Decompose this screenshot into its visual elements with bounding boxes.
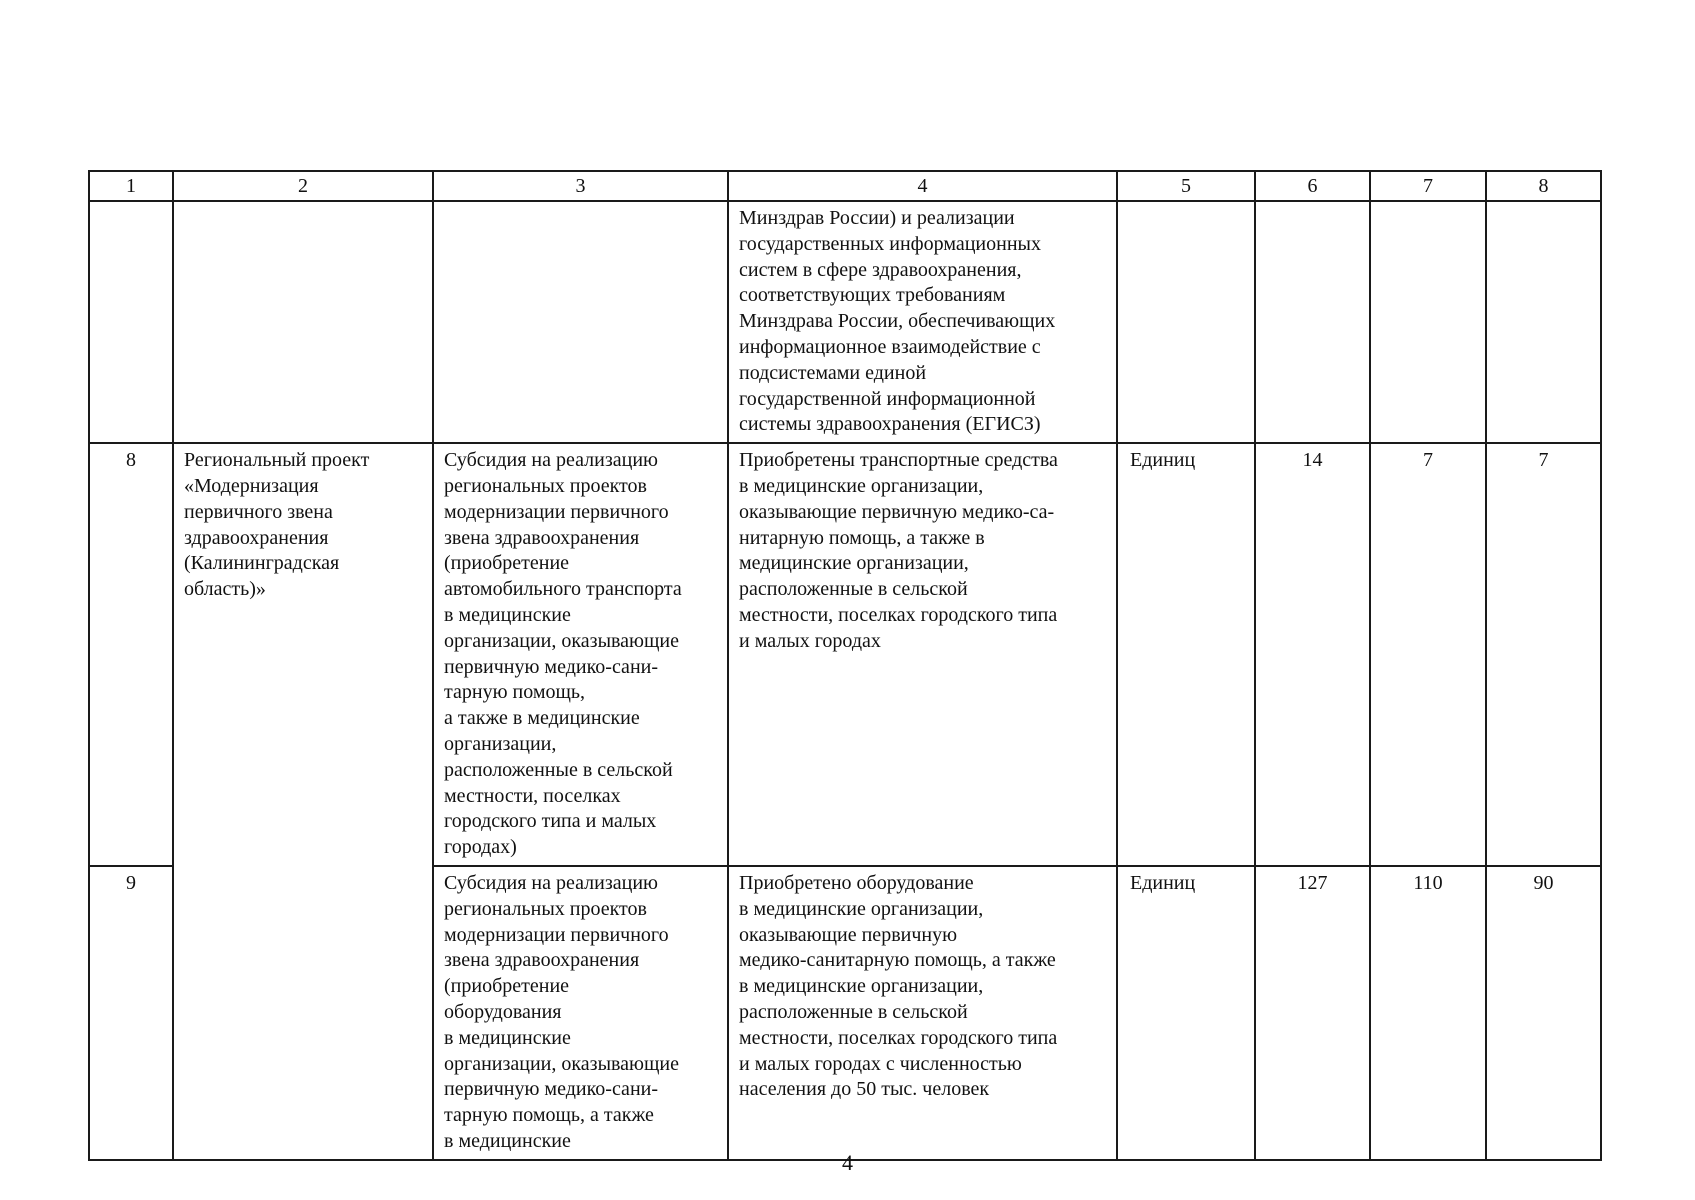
empty-cell (173, 201, 433, 443)
value-cell-col7: 110 (1370, 866, 1486, 1160)
header-cell-6: 6 (1255, 171, 1370, 201)
data-table (88, 170, 1602, 1161)
header-cell-5: 5 (1117, 171, 1255, 201)
unit-cell: Единиц (1117, 443, 1255, 866)
unit-cell: Единиц (1117, 866, 1255, 1160)
measure-cell: Субсидия на реализацию региональных проектов модернизации первичного звена здравоохранения (приобретение оборудования в медицинские организации, оказывающие первичную медико-сани- тарную помощь, а также в медицинские (433, 866, 728, 1160)
value-cell-col6: 127 (1255, 866, 1370, 1160)
header-cell-4: 4 (728, 171, 1117, 201)
empty-cell (1117, 201, 1255, 443)
table-header-row (89, 171, 1601, 201)
header-cell-7: 7 (1370, 171, 1486, 201)
header-cell-3: 3 (433, 171, 728, 201)
table-row-continuation (89, 201, 1601, 443)
value-cell-col8: 90 (1486, 866, 1601, 1160)
table-row-8 (89, 443, 1601, 866)
value-cell-col8: 7 (1486, 443, 1601, 866)
value-cell-col7: 7 (1370, 443, 1486, 866)
measure-cell: Субсидия на реализацию региональных проектов модернизации первичного звена здравоохранения (приобретение автомобильного транспорта в медицинские организации, оказывающие первичную медико-сани- тарную помощь, а также в медицинские организации, расположенные в сельской местности, поселках городского типа и малых городах) (433, 443, 728, 866)
empty-cell (1255, 201, 1370, 443)
result-cell: Минздрав России) и реализации государственных информационных систем в сфере здравоохранения, соответствующих требованиям Минздрава России, обеспечивающих информационное взаимодействие с подсистемами единой государственной информационной системы здравоохранения (ЕГИСЗ) (728, 201, 1117, 443)
result-cell: Приобретено оборудование в медицинские организации, оказывающие первичную медико-санитарную помощь, а также в медицинские организации, расположенные в сельской местности, поселках городского типа и малых городах с численностью населения до 50 тыс. человек (728, 866, 1117, 1160)
row-number-cell: 8 (89, 443, 173, 866)
empty-cell (1486, 201, 1601, 443)
header-cell-1: 1 (89, 171, 173, 201)
result-cell: Приобретены транспортные средства в медицинские организации, оказывающие первичную медико-са- нитарную помощь, а также в медицинские организации, расположенные в сельской местности, поселках городского типа и малых городах (728, 443, 1117, 866)
header-cell-2: 2 (173, 171, 433, 201)
empty-cell (89, 201, 173, 443)
empty-cell (433, 201, 728, 443)
page-number: 4 (842, 1150, 853, 1175)
header-cell-8: 8 (1486, 171, 1601, 201)
row-number-cell: 9 (89, 866, 173, 1160)
empty-cell (1370, 201, 1486, 443)
project-name-cell: Региональный проект «Модернизация первичного звена здравоохранения (Калининградская область)» (173, 443, 433, 1160)
value-cell-col6: 14 (1255, 443, 1370, 866)
